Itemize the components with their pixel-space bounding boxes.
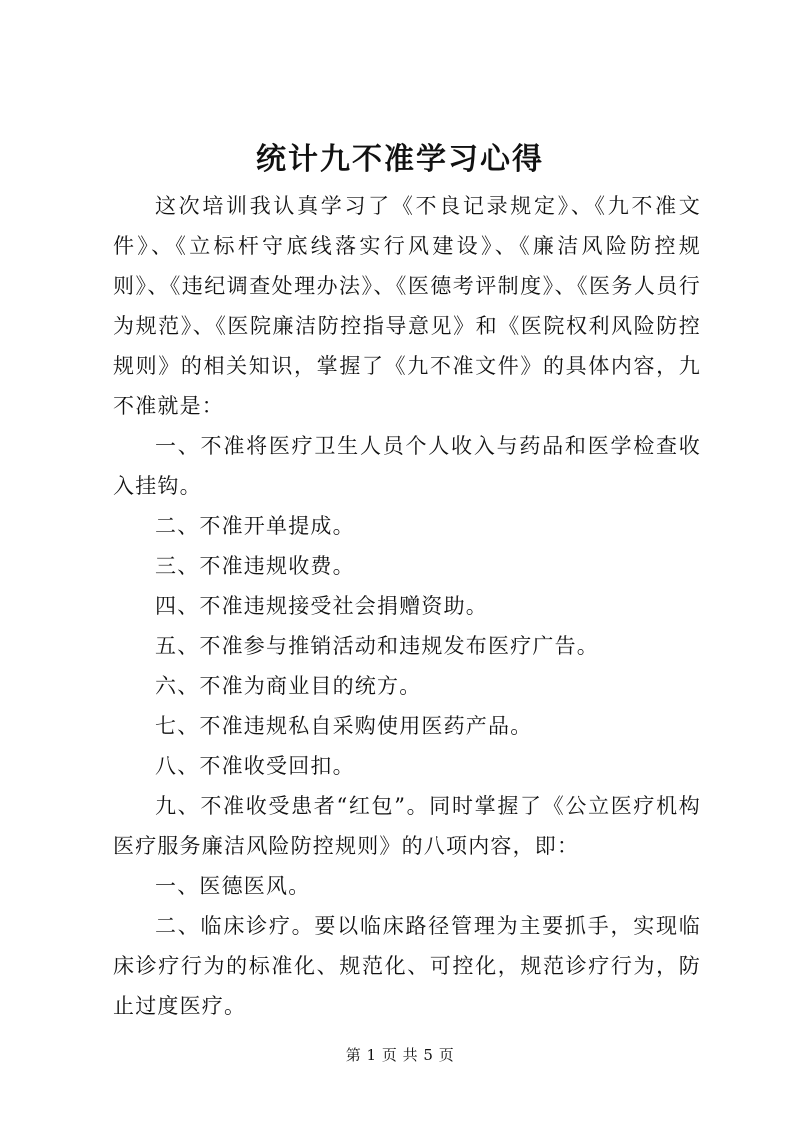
paragraph-intro: 这次培训我认真学习了《不良记录规定》、《九不准文件》、《立标杆守底线落实行风建设》、《廉洁风险防控规则》、《违纪调查处理办法》、《医德考评制度》、《医务人员行为规范》、《医院廉洁防控指导意见》和《医院权利风险防控规则》的相关知识，掌握了《九不准文件》的具体内容，九不准就是： <box>113 194 701 418</box>
paragraph-item-8: 八、不准收受回扣。 <box>155 754 355 778</box>
paragraph-item-7: 七、不准违规私自采购使用医药产品。 <box>155 714 533 738</box>
paragraph-item-3: 三、不准违规收费。 <box>155 554 355 578</box>
paragraph-item-1: 一、不准将医疗卫生人员个人收入与药品和医学检查收入挂钩。 <box>113 434 701 498</box>
document-body <box>113 186 701 1026</box>
paragraph-item-2: 二、不准开单提成。 <box>155 514 355 538</box>
paragraph-item-5: 五、不准参与推销活动和违规发布医疗广告。 <box>155 634 599 658</box>
paragraph-item-9: 九、不准收受患者“红包”。同时掌握了《公立医疗机构医疗服务廉洁风险防控规则》的八项内容，即： <box>113 794 701 858</box>
document-title: 统计九不准学习心得 <box>256 142 544 177</box>
paragraph-rule-2: 二、临床诊疗。要以临床路径管理为主要抓手，实现临床诊疗行为的标准化、规范化、可控化，规范诊疗行为，防止过度医疗。 <box>113 914 701 1018</box>
paragraph-item-4: 四、不准违规接受社会捐赠资助。 <box>155 594 488 618</box>
paragraph-rule-1: 一、医德医风。 <box>155 874 311 898</box>
page-footer: 第 1 页 共 5 页 <box>345 1046 455 1064</box>
paragraph-item-6: 六、不准为商业目的统方。 <box>155 674 422 698</box>
